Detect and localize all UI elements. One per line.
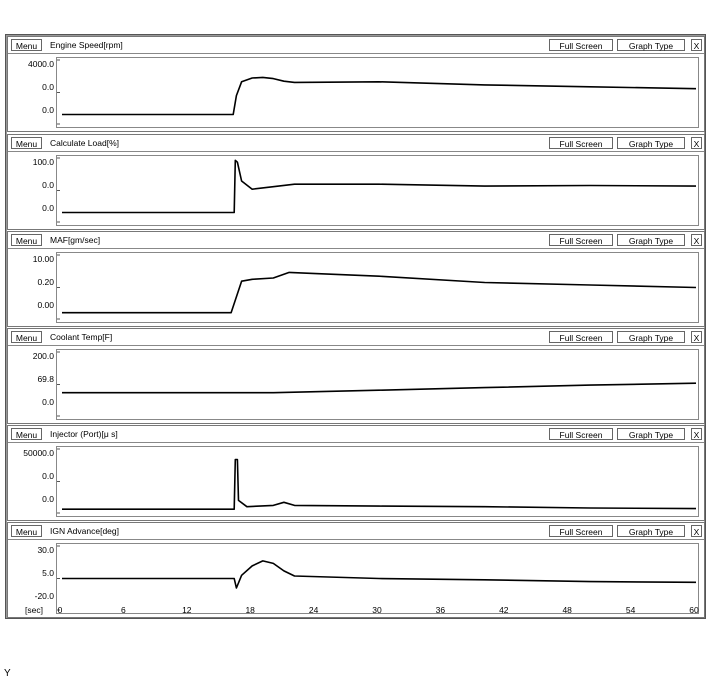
graph-panel-calculate-load: [7, 134, 705, 230]
y-tick-label-top: 100.0: [32, 157, 54, 167]
panel-title: Calculate Load[%]: [50, 138, 119, 148]
graph-type-button[interactable]: Graph Type: [617, 234, 685, 246]
y-tick-label-bottom: 0.0: [42, 203, 54, 213]
y-tick-label-bottom: 0.00: [37, 300, 54, 310]
x-tick-label: 0: [57, 605, 63, 615]
close-button[interactable]: X: [691, 331, 702, 343]
panel-title: Coolant Temp[F]: [50, 332, 113, 342]
graph-type-button[interactable]: Graph Type: [617, 525, 685, 537]
y-tick-label-mid: 0.0: [42, 82, 54, 92]
series-line: [62, 272, 696, 312]
close-button[interactable]: X: [691, 39, 702, 51]
panel-header: [8, 37, 704, 54]
x-tick-label: 30: [372, 605, 382, 615]
graph-type-button[interactable]: Graph Type: [617, 39, 685, 51]
series-line: [62, 383, 696, 393]
panel-title: Engine Speed[rpm]: [50, 40, 123, 50]
x-tick-label: 18: [245, 605, 255, 615]
plot-svg: [57, 447, 698, 516]
full-screen-button[interactable]: Full Screen: [549, 137, 613, 149]
x-tick-label: 24: [308, 605, 319, 615]
plot-area: [56, 349, 699, 420]
panel-header: [8, 426, 704, 443]
plot-area: [56, 155, 699, 226]
graph-panel-maf: [7, 231, 705, 327]
menu-button[interactable]: Menu: [11, 137, 42, 149]
x-tick-label: 60: [689, 605, 699, 615]
plot-svg: [57, 253, 698, 322]
graph-panel-engine-speed: [7, 36, 705, 132]
full-screen-button[interactable]: Full Screen: [549, 428, 613, 440]
footer-letter: Y: [4, 668, 11, 679]
plot-svg: [57, 350, 698, 419]
close-button[interactable]: X: [691, 234, 702, 246]
graph-type-button[interactable]: Graph Type: [617, 137, 685, 149]
y-tick-label-bottom: 0.0: [42, 105, 54, 115]
menu-button[interactable]: Menu: [11, 39, 42, 51]
panel-header: [8, 135, 704, 152]
full-screen-button[interactable]: Full Screen: [549, 331, 613, 343]
x-tick-label: 6: [121, 605, 126, 615]
panel-title: MAF[gm/sec]: [50, 235, 101, 245]
y-tick-label-top: 50000.0: [23, 448, 54, 458]
series-line: [62, 160, 696, 212]
plot-svg: [57, 156, 698, 225]
plot-area: [56, 446, 699, 517]
graph-type-button[interactable]: Graph Type: [617, 428, 685, 440]
close-button[interactable]: X: [691, 137, 702, 149]
plot-svg: [57, 58, 698, 127]
y-tick-label-bottom: 0.0: [42, 397, 54, 407]
menu-button[interactable]: Menu: [11, 234, 42, 246]
y-tick-label-bottom: 0.0: [42, 494, 54, 504]
y-tick-label-mid: 0.0: [42, 471, 54, 481]
y-tick-label-top: 10.00: [32, 254, 54, 264]
x-tick-label: 42: [499, 605, 509, 615]
y-tick-label-mid: 0.0: [42, 180, 54, 190]
close-button[interactable]: X: [691, 428, 702, 440]
y-tick-label-mid: 5.0: [42, 568, 54, 578]
graph-panel-injector-port: [7, 425, 705, 521]
y-tick-label-top: 30.0: [37, 545, 54, 555]
panel-title: Injector (Port)[μ s]: [50, 429, 118, 439]
panel-header: [8, 232, 704, 249]
close-button[interactable]: X: [691, 525, 702, 537]
menu-button[interactable]: Menu: [11, 331, 42, 343]
x-tick-label: 12: [182, 605, 192, 615]
panel-header: [8, 329, 704, 346]
full-screen-button[interactable]: Full Screen: [549, 525, 613, 537]
y-tick-label-top: 4000.0: [28, 59, 54, 69]
series-line: [62, 77, 696, 114]
menu-button[interactable]: Menu: [11, 428, 42, 440]
y-tick-label-top: 200.0: [32, 351, 54, 361]
graph-panel-coolant-temp: [7, 328, 705, 424]
x-tick-label: 54: [625, 605, 636, 615]
panel-title: IGN Advance[deg]: [50, 526, 119, 536]
x-axis: [7, 603, 703, 617]
y-tick-label-bottom: -20.0: [34, 591, 54, 601]
full-screen-button[interactable]: Full Screen: [549, 39, 613, 51]
x-tick-label: 48: [562, 605, 572, 615]
menu-button[interactable]: Menu: [11, 525, 42, 537]
series-line: [62, 561, 696, 588]
x-tick-label: 36: [435, 605, 446, 615]
x-axis-unit-label: [sec]: [25, 605, 43, 615]
y-tick-label-mid: 0.20: [37, 277, 54, 287]
plot-area: [56, 57, 699, 128]
graph-type-button[interactable]: Graph Type: [617, 331, 685, 343]
plot-area: [56, 252, 699, 323]
full-screen-button[interactable]: Full Screen: [549, 234, 613, 246]
y-tick-label-mid: 69.8: [37, 374, 54, 384]
panel-header: [8, 523, 704, 540]
series-line: [62, 460, 696, 510]
